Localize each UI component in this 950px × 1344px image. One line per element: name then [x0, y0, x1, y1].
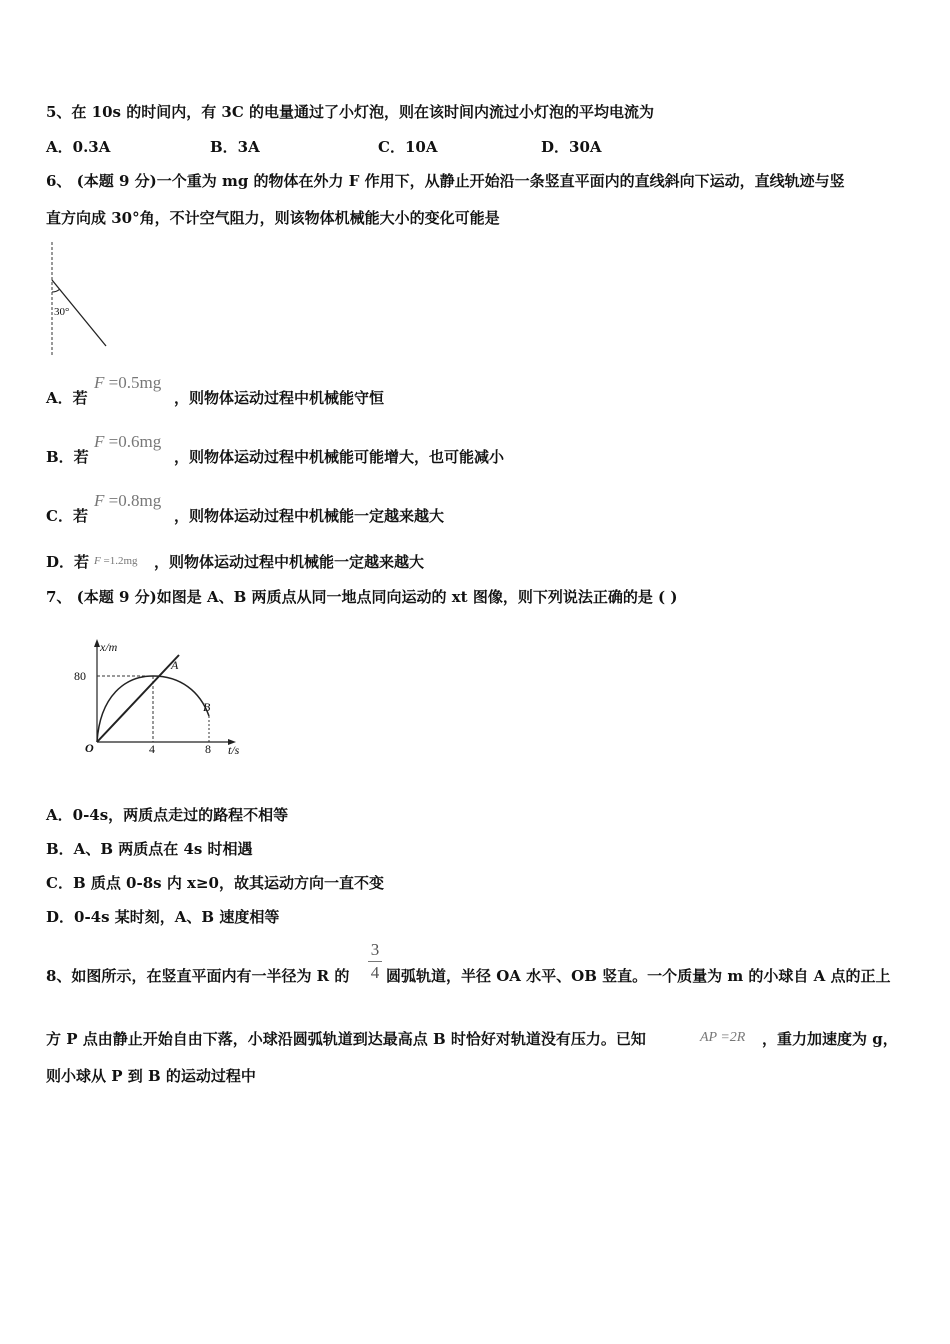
q5-option-c[interactable]: C．10A — [378, 138, 438, 156]
q8-stem-part-b: 圆弧轨道，半径 OA 水平、OB 竖直。一个质量为 m 的小球自 A 点的正上 — [386, 967, 891, 985]
q6-option-b-formula — [94, 432, 161, 452]
q7-y-axis-label: x/m — [100, 640, 118, 654]
q6-option-c-formula-rhs: =0.8mg — [108, 491, 162, 510]
q6-option-a-suffix: ，则物体运动过程中机械能守恒 — [174, 389, 385, 407]
q8-line2-part-b: ，重力加速度为 g， — [762, 1030, 898, 1048]
q8-fraction-numerator: 3 — [370, 940, 380, 959]
q6-option-c-formula-lhs: F — [94, 491, 105, 510]
q6-option-b-prefix: B．若 — [46, 448, 89, 466]
q8-line2-part-a: 方 P 点由静止开始自由下落，小球沿圆弧轨道到达最高点 B 时恰好对轨道没有压力。已知 — [46, 1030, 646, 1048]
q5-option-b[interactable]: B．3A — [210, 138, 260, 156]
q6-option-c-formula — [94, 491, 161, 511]
q6-angle-arc — [52, 289, 60, 292]
q6-angle-label: 30° — [54, 306, 70, 318]
q8-fraction-denominator: 4 — [370, 963, 380, 982]
q6-option-c[interactable] — [46, 506, 88, 526]
q6-option-a-formula-lhs: F — [94, 373, 105, 392]
q8-line3: 则小球从 P 到 B 的运动过程中 — [46, 1067, 256, 1085]
q6-option-b-suffix: ，则物体运动过程中机械能可能增大，也可能减小 — [174, 448, 505, 466]
q6-option-d-formula-rhs: =1.2mg — [103, 555, 138, 567]
q7-option-b[interactable]: B．A、B 两质点在 4s 时相遇 — [46, 840, 253, 858]
q6-option-b-formula-rhs: =0.6mg — [108, 432, 162, 451]
q5-stem: 5、在 10s 的时间内，有 3C 的电量通过了小灯泡，则在该时间内流过小灯泡的平均电流为 — [46, 103, 655, 121]
q7-stem: 7、 (本题 9 分)如图是 A、B 两质点从同一地点同向运动的 xt 图像，则下列说法正确的是 ( ) — [46, 588, 678, 606]
q6-option-b-formula-lhs: F — [94, 432, 105, 451]
q6-option-d-prefix: D．若 — [46, 553, 90, 571]
q6-option-d-formula — [94, 551, 138, 571]
q7-x-axis-label: t/s — [228, 743, 240, 757]
q6-stem-line2: 直方向成 30°角，不计空气阻力，则该物体机械能大小的变化可能是 — [46, 209, 500, 227]
q7-x-tick-8: 8 — [205, 742, 211, 756]
q5-option-a[interactable]: A．0.3A — [46, 138, 111, 156]
q7-origin-label: O — [85, 741, 94, 755]
q7-xt-graph — [70, 636, 260, 760]
q7-x-tick-4: 4 — [149, 742, 155, 756]
q6-option-a-prefix: A．若 — [46, 389, 88, 407]
q7-option-a[interactable]: A．0-4s，两质点走过的路程不相等 — [46, 806, 289, 824]
q7-curve-label-a: A — [171, 658, 179, 672]
q7-option-d[interactable]: D．0-4s 某时刻，A、B 速度相等 — [46, 908, 280, 926]
q6-option-a-formula-rhs: =0.5mg — [108, 373, 162, 392]
q5-option-d[interactable]: D．30A — [541, 138, 602, 156]
q6-option-d-formula-lhs: F — [94, 555, 101, 567]
q7-curve-label-b: B — [203, 700, 211, 714]
q6-option-c-prefix: C．若 — [46, 507, 88, 525]
q7-y-tick-80: 80 — [74, 669, 86, 683]
q6-option-b[interactable] — [46, 447, 89, 467]
q7-option-c[interactable]: C．B 质点 0-8s 内 x≥0，故其运动方向一直不变 — [46, 874, 384, 892]
q6-figure — [44, 240, 114, 360]
q6-stem-line1: 6、 (本题 9 分)一个重为 mg 的物体在外力 F 作用下，从静止开始沿一条竖直平面内的直线斜向下运动，直线轨迹与竖 — [46, 172, 845, 190]
q6-option-a-formula — [94, 373, 161, 393]
q8-stem-part-a: 8、如图所示，在竖直平面内有一半径为 R 的 — [46, 967, 350, 985]
q6-option-c-suffix: ，则物体运动过程中机械能一定越来越大 — [174, 507, 445, 525]
q6-option-a[interactable] — [46, 388, 88, 408]
q8-fraction — [368, 940, 382, 983]
q8-line2-formula: AP =2R — [700, 1030, 746, 1045]
q8-fraction-bar — [368, 961, 382, 962]
q6-option-d[interactable] — [46, 552, 89, 572]
q6-option-d-suffix: ，则物体运动过程中机械能一定越来越大 — [154, 553, 425, 571]
